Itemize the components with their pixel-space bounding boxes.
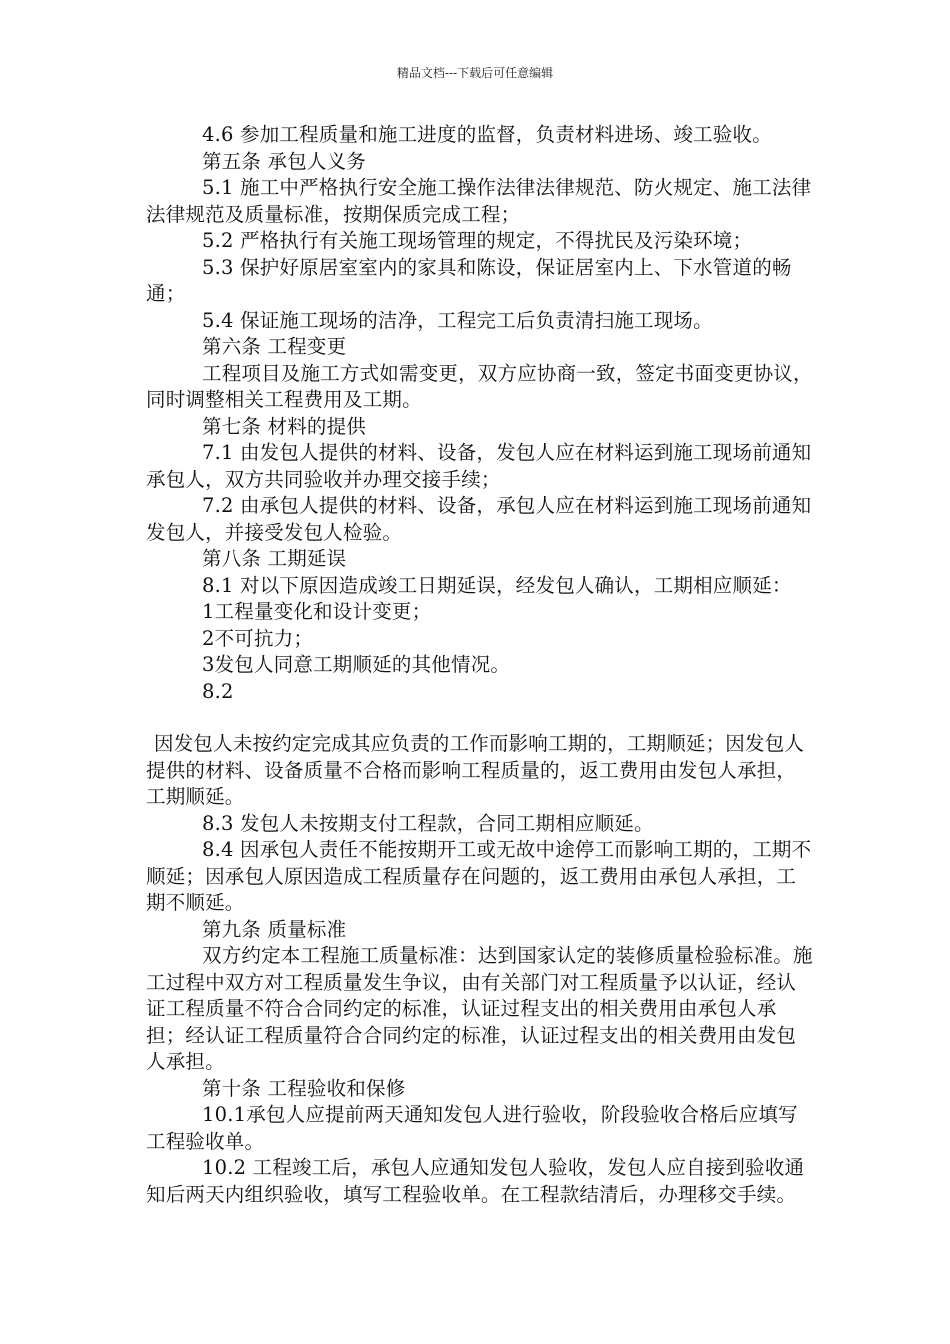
article-6-heading: 第六条 工程变更: [202, 335, 347, 358]
clause-5-3: 5.3 保护好原居室室内的家具和陈设，保证居室内上、下水管道的畅通；: [146, 255, 792, 305]
article-10-heading: 第十条 工程验收和保修: [202, 1076, 406, 1100]
clause-7-2: 7.2 由承包人提供的材料、设备，承包人应在材料运到施工现场前通知发包人，并接受发包人检验。: [146, 494, 812, 544]
clause-8-4: 8.4 因承包人责任不能按期开工或无故中途停工而影响工期的，工期不顺延；因承包人原因造成工程质量存在问题的，返工费用由承包人承担，工期不顺延。: [146, 838, 812, 914]
clause-4-6: 4.6 参加工程质量和施工进度的监督，负责材料进场、竣工验收。: [202, 123, 772, 146]
clause-8-1-item-1: 1工程量变化和设计变更；: [202, 600, 432, 623]
article-5-heading: 第五条 承包人义务: [202, 149, 366, 173]
clause-5-4: 5.4 保证施工现场的洁净，工程完工后负责清扫施工现场。: [202, 308, 713, 332]
article-7-heading: 第七条 材料的提供: [202, 414, 366, 438]
article-8-heading: 第八条 工期延误: [202, 547, 347, 570]
clause-8-1: 8.1 对以下原因造成竣工日期延误，经发包人确认，工期相应顺延：: [202, 573, 792, 597]
article-6-text: 工程项目及施工方式如需变更，双方应协商一致，签定书面变更协议，同时调整相关工程费用及工期。: [146, 361, 813, 411]
article-9-text: 双方约定本工程施工质量标准：达到国家认定的装修质量检验标准。施工过程中双方对工程质量发生争议，由有关部门对工程质量予以认证，经认证工程质量不符合合同约定的标准，认证过程支出的相关费用由承包人承担；经认证工程质量符合合同约定的标准，认证过程支出的相关费用由发包人承担。: [146, 944, 813, 1073]
clause-10-2: 10.2 工程竣工后，承包人应通知发包人验收，发包人应自接到验收通知后两天内组织验收，填写工程验收单。在工程款结清后，办理移交手续。: [146, 1156, 805, 1206]
clause-8-2-text: 因发包人未按约定完成其应负责的工作而影响工期的，工期顺延；因发包人提供的材料、设备质量不合格而影响工程质量的，返工费用由发包人承担，工期顺延。: [146, 732, 805, 808]
clause-8-1-item-2: 2不可抗力；: [202, 626, 314, 650]
clause-8-3: 8.3 发包人未按期支付工程款，合同工期相应顺延。: [202, 811, 654, 835]
clause-8-1-item-3: 3发包人同意工期顺延的其他情况。: [202, 653, 511, 676]
clause-7-1: 7.1 由发包人提供的材料、设备，发包人应在材料运到施工现场前通知承包人，双方共同验收并办理交接手续；: [146, 441, 812, 491]
spacer: [146, 705, 814, 731]
page-header: 精品文档---下载后可任意编辑: [396, 66, 554, 80]
document-body: [146, 122, 814, 1208]
article-9-heading: 第九条 质量标准: [202, 917, 347, 941]
clause-10-1: 10.1承包人应提前两天通知发包人进行验收，阶段验收合格后应填写工程验收单。: [146, 1103, 798, 1153]
clause-5-1: 5.1 施工中严格执行安全施工操作法律法律规范、防火规定、施工法律法律规范及质量标准，按期保质完成工程；: [146, 176, 812, 226]
clause-8-2-number: 8.2: [202, 679, 234, 703]
clause-5-2: 5.2 严格执行有关施工现场管理的规定，不得扰民及污染环境；: [202, 229, 753, 252]
